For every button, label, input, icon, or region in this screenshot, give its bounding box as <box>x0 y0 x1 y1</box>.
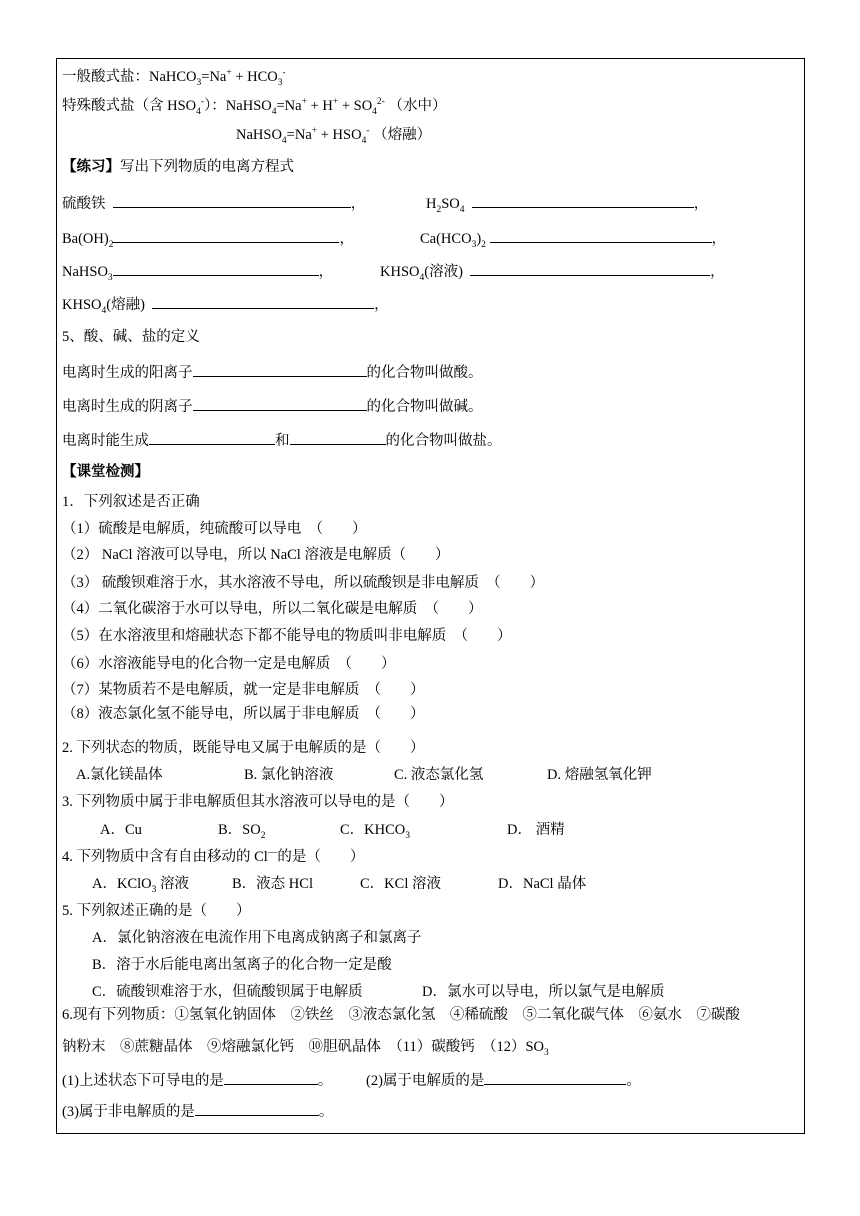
practice-heading: 【练习】写出下列物质的电离方程式 <box>62 159 294 175</box>
q2-option: B. 氯化钠溶液 <box>244 767 334 783</box>
base-definition: 电离时生成的阴离子 的化合物叫做碱。 <box>62 396 483 416</box>
q4-stem: 4. 下列物质中含有自由移动的 Cl—的是（ ） <box>62 848 365 865</box>
q1-item: （7）某物质若不是电解质，就一定是非电解质 （ ） <box>62 682 425 698</box>
q1-item: （2） NaCl 溶液可以导电，所以 NaCl 溶液是电解质（ ） <box>62 547 450 563</box>
q1-item: （6）水溶液能导电的化合物一定是电解质 （ ） <box>62 656 396 672</box>
answer-blank[interactable] <box>113 228 339 243</box>
answer-blank[interactable] <box>470 261 710 276</box>
q6-line1: 6.现有下列物质：①氢氧化钠固体 ②铁丝 ③液态氯化氢 ④稀硫酸 ⑤二氧化碳气体 ⑥氨水 ⑦碳酸 <box>62 1007 740 1023</box>
q5-option: C．硫酸钡难溶于水，但硫酸钡属于电解质 <box>92 984 363 1000</box>
q1-stem: 1．下列叙述是否正确 <box>62 494 200 510</box>
q5-option: D．氯水可以导电，所以氯气是电解质 <box>422 984 665 1000</box>
answer-blank[interactable] <box>490 228 712 243</box>
answer-blank[interactable] <box>149 430 275 445</box>
q4-option: A．KClO$_3$ 溶液 <box>92 876 189 895</box>
acid-definition: 电离时生成的阳离子 的化合物叫做酸。 <box>62 362 483 382</box>
q3-option: D． 酒精 <box>507 822 565 838</box>
q1-item: （3） 硫酸钡难溶于水，其水溶液不导电，所以硫酸钡是非电解质 （ ） <box>62 575 545 591</box>
practice-item: 硫酸铁 ， <box>62 193 365 213</box>
salt-definition: 电离时能生成 和 的化合物叫做盐。 <box>62 430 502 450</box>
q2-option: D. 熔融氢氧化钾 <box>547 767 652 783</box>
q6-sub3: (3)属于非电解质的是 。 <box>62 1101 333 1121</box>
answer-blank[interactable] <box>472 193 694 208</box>
practice-item: $Ba(OH)_2$ ， <box>62 228 354 248</box>
q3-option: B．$SO_2$ <box>218 822 266 841</box>
q1-item: （8）液态氯化氢不能导电，所以属于非电解质 （ ） <box>62 706 425 722</box>
q2-option: A.氯化镁晶体 <box>76 767 163 783</box>
q2-option: C. 液态氯化氢 <box>394 767 484 783</box>
practice-item: NaHSO$_3$ ， <box>62 261 333 281</box>
acid-salt-melt: NaHSO$_4$=Na+ + $HSO_4^-$ （熔融） <box>236 126 432 146</box>
q2-stem: 2. 下列状态的物质，既能导电又属于电解质的是（ ） <box>62 740 425 756</box>
answer-blank[interactable] <box>224 1070 318 1085</box>
q4-option: C．KCl 溶液 <box>360 876 441 892</box>
acid-salt-special: 特殊酸式盐（含 $HSO_4^-$）：NaHSO$_4$=Na+ + $H^+ + SO_4^{2-}$ （水中） <box>62 97 447 117</box>
practice-item: $Ca(HCO_3)_2$ ， <box>420 228 726 248</box>
answer-blank[interactable] <box>113 193 351 208</box>
q6-sub2: (2)属于电解质的是 。 <box>366 1070 641 1090</box>
q6-sub1: (1)上述状态下可导电的是 。 <box>62 1070 332 1090</box>
q5-option: B．溶于水后能电离出氢离子的化合物一定是酸 <box>92 957 392 973</box>
answer-blank[interactable] <box>195 1101 319 1116</box>
q4-option: D．NaCl 晶体 <box>498 876 587 892</box>
practice-item: $KHSO_4$(熔融) ， <box>62 294 389 314</box>
answer-blank[interactable] <box>193 396 367 411</box>
q3-stem: 3. 下列物质中属于非电解质但其水溶液可以导电的是（ ） <box>62 794 454 810</box>
q1-item: （4）二氧化碳溶于水可以导电，所以二氧化碳是电解质 （ ） <box>62 601 483 617</box>
q5-stem: 5. 下列叙述正确的是（ ） <box>62 903 251 919</box>
q5-option: A．氯化钠溶液在电流作用下电离成钠离子和氯离子 <box>92 930 422 946</box>
q3-option: C．$KHCO_3$ <box>340 822 411 841</box>
answer-blank[interactable] <box>113 261 319 276</box>
answer-blank[interactable] <box>290 430 386 445</box>
answer-blank[interactable] <box>484 1070 626 1085</box>
check-heading: 【课堂检测】 <box>62 464 149 480</box>
q1-item: （5）在水溶液里和熔融状态下都不能导电的物质叫非电解质 （ ） <box>62 628 512 644</box>
q4-option: B．液态 HCl <box>232 876 313 892</box>
acid-salt-general: 一般酸式盐：NaHCO$_3$=Na+ + $HCO_3^-$ <box>62 68 286 88</box>
q6-line2: 钠粉末 ⑧蔗糖晶体 ⑨熔融氯化钙 ⑩胆矾晶体 （11）碳酸钙 $(12)SO_3$ <box>62 1039 549 1058</box>
q3-option: A．Cu <box>100 822 142 838</box>
practice-item: $KHSO_4$(溶液) ， <box>380 261 725 281</box>
answer-blank[interactable] <box>152 294 374 309</box>
practice-item: $H_2SO_4$ ， <box>426 193 708 213</box>
q1-item: （1）硫酸是电解质，纯硫酸可以导电 （ ） <box>62 521 367 537</box>
definitions-title: 5、酸、碱、盐的定义 <box>62 329 200 345</box>
answer-blank[interactable] <box>193 362 367 377</box>
